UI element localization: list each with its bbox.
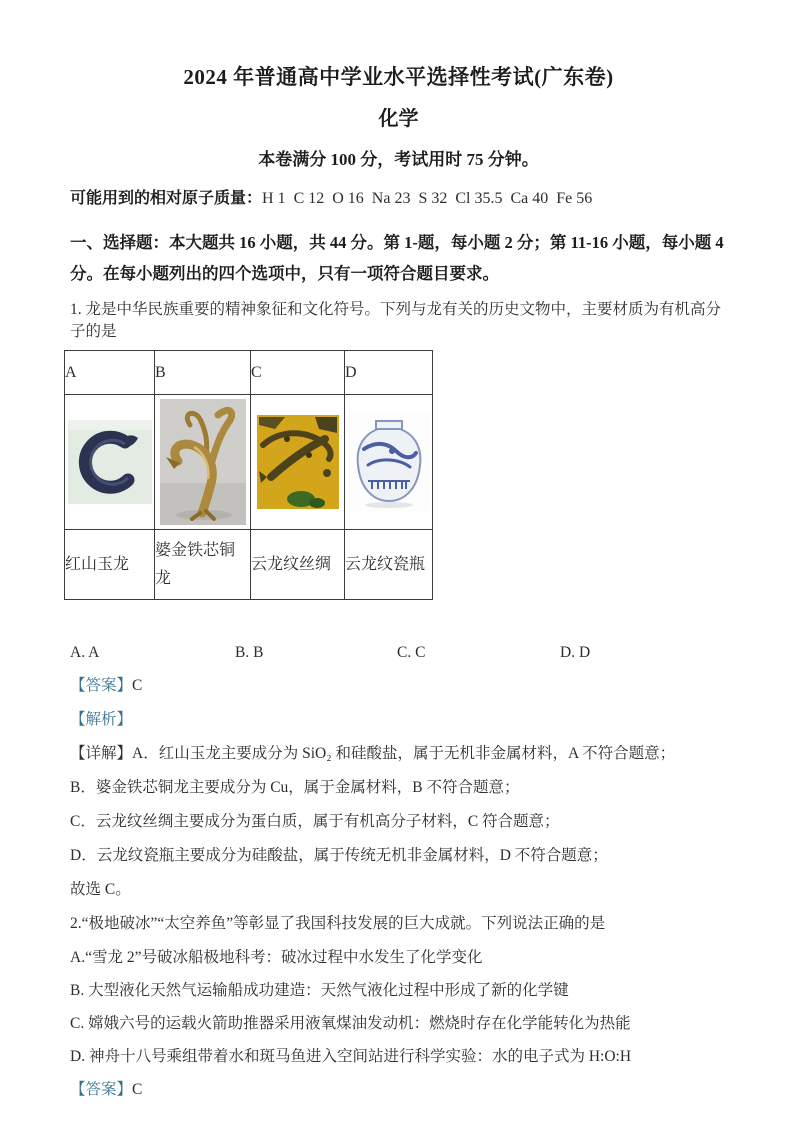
artifact-label-d: 云龙纹瓷瓶: [345, 530, 433, 600]
q1-explanation-line-b: B．婆金铁芯铜龙主要成分为 Cu，属于金属材料，B 不符合题意；: [70, 779, 520, 796]
q2-option-d: D. 神舟十八号乘组带着水和斑马鱼进入空间站进行科学实验：水的电子式为 H:O:H: [70, 1048, 632, 1065]
section-header: [70, 227, 727, 289]
q1-analysis-label: 【解析】: [70, 711, 133, 728]
table-header-c: C: [251, 351, 345, 395]
table-image-cell-c: [251, 395, 345, 530]
q1-analysis-line: [70, 709, 727, 731]
atomic-mass-line: [70, 187, 727, 211]
q1-conclusion-line: 故选 C。: [70, 881, 131, 898]
question1-stem: 1. 龙是中华民族重要的精神象征和文化符号。下列与龙有关的历史文物中，主要材质为有机高分子的是: [70, 301, 722, 340]
exam-title: 2024 年普通高中学业水平选择性考试(广东卷): [183, 65, 614, 89]
q1-option-d: D. D: [560, 644, 591, 661]
q2-option-b: B. 大型液化天然气运输船成功建造：天然气液化过程中形成了新的化学键: [70, 982, 569, 999]
atomic-mass-values: H 1 C 12 O 16 Na 23 S 32 Cl 35.5 Ca 40 Fe 56: [262, 190, 593, 207]
q1-answer-label: 【答案】: [70, 677, 133, 694]
table-header-a: A: [65, 351, 155, 395]
q1-option-b: B. B: [235, 644, 264, 661]
q1-option-a: A. A: [70, 644, 100, 661]
exam-info: 本卷满分 100 分，考试用时 75 分钟。: [258, 150, 539, 169]
q1-explanation-line-a: 【详解】A．红山玉龙主要成分为 SiO₂ 和硅酸盐，属于无机非金属材料，A 不符合题意；: [70, 745, 676, 762]
q1-option-c: C. C: [397, 644, 426, 661]
question1-options: [70, 644, 727, 662]
table-header-row: [65, 351, 433, 395]
table-header-d: D: [345, 351, 433, 395]
question2-stem: 2.“极地破冰”“太空养鱼”等彰显了我国科技发展的巨大成就。下列说法正确的是: [70, 915, 606, 932]
artifact-table: [64, 350, 433, 600]
atomic-mass-label: 可能用到的相对原子质量：: [70, 190, 263, 207]
porcelain-vase-image: [348, 413, 430, 511]
artifact-label-b: 婆金铁芯铜龙: [155, 530, 251, 600]
table-header-b: B: [155, 351, 251, 395]
q2-option-c: C. 嫦娥六号的运载火箭助推器采用液氧煤油发动机：燃烧时存在化学能转化为热能: [70, 1015, 631, 1032]
q2-answer-label: 【答案】: [70, 1081, 133, 1098]
artifact-label-a: 红山玉龙: [65, 530, 155, 600]
q2-answer-line: [70, 1079, 727, 1101]
table-image-cell-b: [155, 395, 251, 530]
table-image-cell-d: [345, 395, 433, 530]
gilt-bronze-dragon-image: [160, 399, 246, 525]
jade-dragon-image: [68, 420, 152, 504]
q2-option-a: A.“雪龙 2”号破冰船极地科考：破冰过程中水发生了化学变化: [70, 949, 483, 966]
q1-answer-line: [70, 675, 727, 697]
q1-explanation-line-d: D．云龙纹瓷瓶主要成分为硅酸盐，属于传统无机非金属材料，D 不符合题意；: [70, 847, 608, 864]
exam-subject: 化学: [378, 108, 419, 130]
q1-explanation-line-c: C．云龙纹丝绸主要成分为蛋白质，属于有机高分子材料，C 符合题意；: [70, 813, 560, 830]
table-label-row: [65, 530, 433, 600]
table-image-row: [65, 395, 433, 530]
section-header-line1: 一、选择题：本大题共 16 小题，共 44 分。第 1-题，每小题 2 分；第 11-16 小题，每小题 4: [70, 233, 724, 252]
q1-answer-value: C: [132, 677, 143, 694]
section-header-line2: 分。在每小题列出的四个选项中，只有一项符合题目要求。: [70, 264, 499, 283]
artifact-label-c: 云龙纹丝绸: [251, 530, 345, 600]
q2-answer-value: C: [132, 1081, 143, 1098]
dragon-silk-image: [257, 415, 339, 509]
table-image-cell-a: [65, 395, 155, 530]
